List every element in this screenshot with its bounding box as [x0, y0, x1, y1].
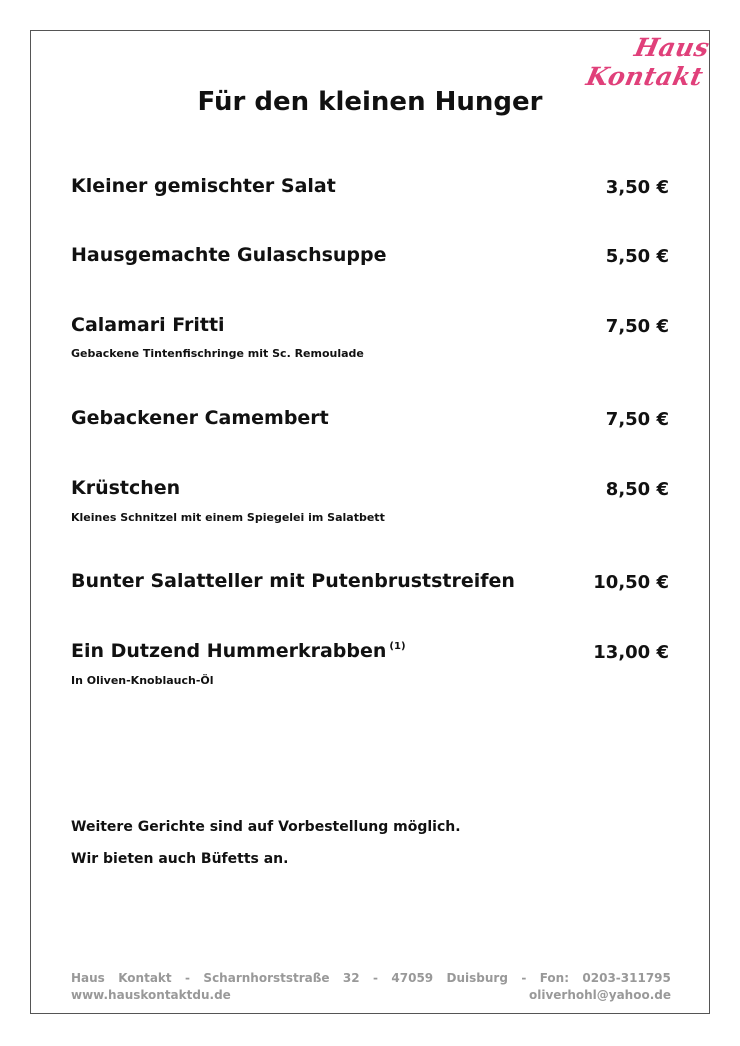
footer-contact: [71, 988, 671, 1002]
footer-word: -: [373, 971, 378, 985]
menu-item-price: 10,50 €: [593, 572, 669, 593]
footer-address: [71, 971, 671, 985]
menu-item-name: Bunter Salatteller mit Putenbruststreifen: [71, 570, 515, 592]
footer-website-link[interactable]: www.hauskontaktdu.de: [71, 988, 231, 1002]
preorder-note: Weitere Gerichte sind auf Vorbestellung möglich.: [71, 819, 461, 835]
footer-word: Fon:: [539, 971, 569, 985]
menu-item-name: Calamari Fritti: [71, 314, 225, 336]
footer-email-link[interactable]: oliverhohl@yahoo.de: [528, 988, 671, 1002]
menu-item-name-text: Ein Dutzend Hummerkrabben: [71, 640, 387, 662]
menu-item-description: In Oliven-Knoblauch-Öl: [71, 674, 214, 687]
buffet-note: Wir bieten auch Büfetts an.: [71, 851, 289, 867]
menu-page: [30, 30, 713, 1014]
menu-item-price: 3,50 €: [605, 177, 669, 198]
footer-word: Scharnhorststraße: [203, 971, 330, 985]
menu-item-price: 8,50 €: [605, 479, 669, 500]
menu-item-price: 5,50 €: [605, 246, 669, 267]
footer-word: -: [185, 971, 191, 985]
menu-item-description: Kleines Schnitzel mit einem Spiegelei im Salatbett: [71, 511, 385, 524]
menu-item-price: 13,00 €: [593, 642, 669, 663]
menu-item-price: 7,50 €: [605, 409, 669, 430]
footer-word: Kontakt: [118, 971, 172, 985]
footer-word: 0203-311795: [582, 971, 671, 985]
menu-item-name: Hausgemachte Gulaschsuppe: [71, 244, 387, 266]
footer-word: 47059: [391, 971, 434, 985]
menu-item-name: Gebackener Camembert: [71, 407, 329, 429]
menu-item-name: Kleiner gemischter Salat: [71, 175, 336, 197]
menu-item-description: Gebackene Tintenfischringe mit Sc. Remoulade: [71, 347, 364, 360]
footer-word: Duisburg: [446, 971, 508, 985]
menu-item-name: Krüstchen: [71, 477, 181, 499]
brand-logo: Haus Kontakt: [583, 33, 713, 91]
footer-word: 32: [342, 971, 360, 985]
footer-word: -: [521, 971, 527, 985]
footer-word: Haus: [71, 971, 105, 985]
menu-item-price: 7,50 €: [605, 316, 669, 337]
page-title: Für den kleinen Hunger: [197, 87, 543, 117]
footnote-marker: (1): [389, 641, 406, 652]
menu-item-name: [71, 640, 406, 662]
